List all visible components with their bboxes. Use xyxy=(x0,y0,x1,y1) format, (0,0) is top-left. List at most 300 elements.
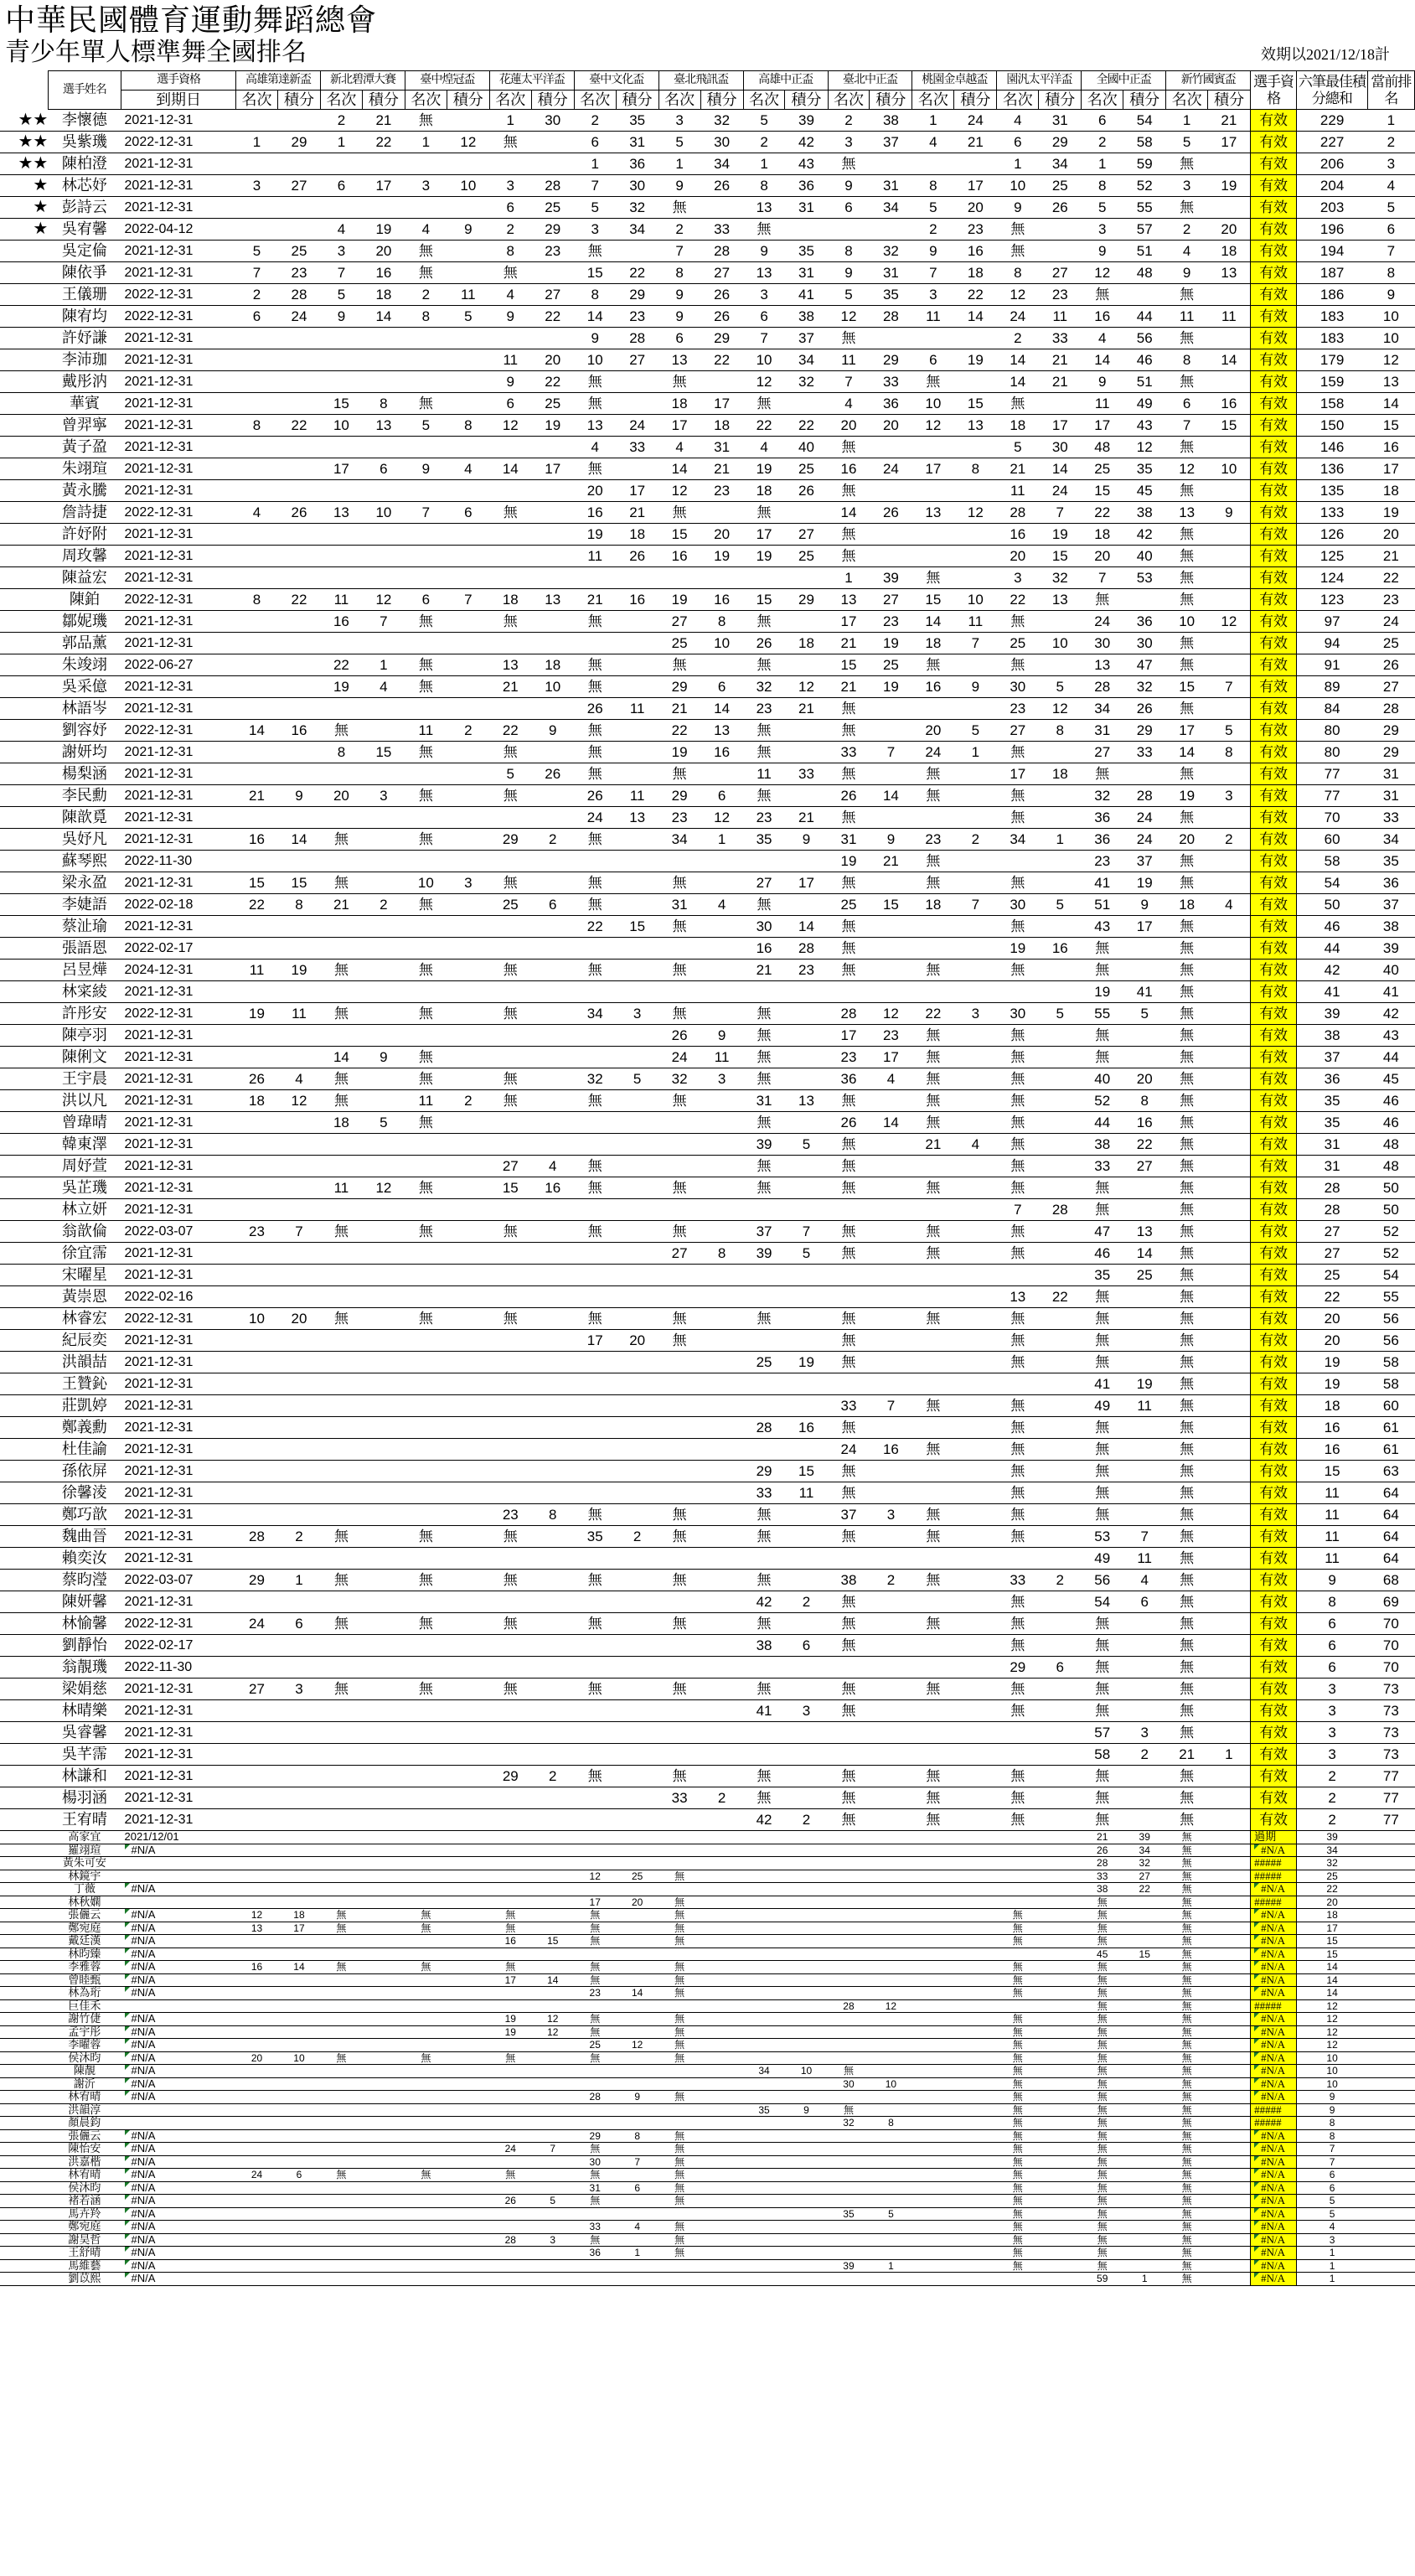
table-row xyxy=(0,1439,1415,1461)
competition-points xyxy=(870,872,912,894)
qualification-expiry: #N/A xyxy=(121,1844,236,1857)
competition-points: 8 xyxy=(1039,720,1082,742)
current-rank xyxy=(1367,1883,1414,1896)
competition-place: 無 xyxy=(997,2207,1039,2221)
eligibility-badge: 有效 xyxy=(1251,1700,1297,1722)
current-rank: 6 xyxy=(1367,219,1414,241)
table-row xyxy=(0,1744,1415,1766)
current-rank: 64 xyxy=(1367,1526,1414,1548)
star-icon xyxy=(0,1482,48,1504)
qualification-expiry: 2021-12-31 xyxy=(121,371,236,393)
competition-place: 29 xyxy=(489,829,531,851)
competition-points xyxy=(954,1439,997,1461)
competition-points xyxy=(447,110,489,132)
competition-points: 12 xyxy=(870,1003,912,1025)
competition-points: 14 xyxy=(954,306,997,328)
competition-points xyxy=(531,1744,574,1766)
player-name: 張語恩 xyxy=(48,938,121,960)
competition-points xyxy=(870,1461,912,1482)
competition-place xyxy=(405,197,447,219)
competition-place xyxy=(912,1722,954,1744)
competition-place: 無 xyxy=(489,262,531,284)
competition-points xyxy=(531,2039,574,2052)
eligibility-badge: 有效 xyxy=(1251,1439,1297,1461)
competition-place xyxy=(743,1330,785,1352)
competition-place xyxy=(405,2195,447,2208)
competition-place: 無 xyxy=(828,153,870,175)
current-rank: 61 xyxy=(1367,1417,1414,1439)
competition-points xyxy=(700,1896,743,1909)
current-rank: 28 xyxy=(1367,698,1414,720)
competition-points xyxy=(700,2091,743,2104)
competition-place: 15 xyxy=(489,1177,531,1199)
competition-points xyxy=(1208,1883,1251,1896)
competition-points xyxy=(954,2195,997,2208)
qualification-expiry: 2021-12-31 xyxy=(121,1330,236,1352)
points-sum: 89 xyxy=(1296,676,1367,698)
competition-place: 無 xyxy=(574,2051,616,2065)
star-icon xyxy=(0,589,48,611)
competition-place: 無 xyxy=(1166,1570,1208,1591)
competition-points xyxy=(954,1090,997,1112)
eligibility-badge: 有效 xyxy=(1251,1591,1297,1613)
competition-points: 20 xyxy=(531,349,574,371)
competition-place: 無 xyxy=(1082,1657,1123,1679)
competition-points xyxy=(616,1025,658,1047)
competition-points xyxy=(700,1635,743,1657)
player-name: 楊梨涵 xyxy=(48,763,121,785)
competition-points xyxy=(1039,1857,1082,1870)
competition-place: 無 xyxy=(1166,1461,1208,1482)
competition-points xyxy=(785,2013,828,2026)
competition-place xyxy=(405,2103,447,2117)
player-name: 吳妤凡 xyxy=(48,829,121,851)
competition-place: 43 xyxy=(1082,916,1123,938)
competition-place: 無 xyxy=(405,1112,447,1134)
competition-points: 21 xyxy=(616,502,658,524)
competition-points xyxy=(1039,1635,1082,1657)
competition-place xyxy=(321,1417,363,1439)
player-name: 曾瑋晴 xyxy=(48,1112,121,1134)
competition-points: 16 xyxy=(277,720,320,742)
competition-place xyxy=(405,1156,447,1177)
competition-place xyxy=(405,1744,447,1766)
eligibility-badge: 有效 xyxy=(1251,1417,1297,1439)
competition-place xyxy=(321,2259,363,2273)
header-competition: 園汎太平洋盃 xyxy=(997,71,1082,91)
eligibility-badge: 有效 xyxy=(1251,1286,1297,1308)
competition-points xyxy=(447,1987,489,2000)
competition-points: 21 xyxy=(700,458,743,480)
competition-place xyxy=(321,2195,363,2208)
current-rank: 21 xyxy=(1367,546,1414,567)
competition-points xyxy=(700,567,743,589)
competition-points xyxy=(954,1896,997,1909)
competition-points xyxy=(1039,807,1082,829)
competition-points xyxy=(700,1439,743,1461)
competition-points xyxy=(447,1613,489,1635)
competition-place: 無 xyxy=(912,1679,954,1700)
competition-points xyxy=(277,2181,320,2195)
points-sum: 159 xyxy=(1296,371,1367,393)
qualification-expiry: 2022-02-16 xyxy=(121,1286,236,1308)
competition-points xyxy=(785,2091,828,2104)
competition-points xyxy=(447,262,489,284)
competition-place: 無 xyxy=(828,1177,870,1199)
eligibility-badge: 有效 xyxy=(1251,1330,1297,1352)
qualification-expiry: 2021-12-31 xyxy=(121,175,236,197)
competition-points xyxy=(277,1373,320,1395)
competition-points: 41 xyxy=(1123,981,1166,1003)
competition-points xyxy=(277,1439,320,1461)
eligibility-badge: 有效 xyxy=(1251,262,1297,284)
competition-place: 無 xyxy=(1166,2207,1208,2221)
competition-points xyxy=(700,2155,743,2169)
competition-place: 無 xyxy=(1082,2103,1123,2117)
eligibility-status: #N/A xyxy=(1251,1922,1297,1935)
competition-place: 8 xyxy=(912,175,954,197)
star-icon xyxy=(0,306,48,328)
points-sum: 11 xyxy=(1296,1548,1367,1570)
competition-points xyxy=(1039,2273,1082,2286)
competition-place xyxy=(574,1948,616,1961)
competition-points xyxy=(1208,2247,1251,2260)
current-rank: 25 xyxy=(1367,633,1414,654)
row-spacer xyxy=(0,2181,48,2195)
competition-points xyxy=(785,2169,828,2182)
competition-points xyxy=(531,1961,574,1974)
competition-points: 15 xyxy=(277,872,320,894)
qualification-expiry xyxy=(121,2117,236,2130)
points-sum: 146 xyxy=(1296,437,1367,458)
competition-place: 無 xyxy=(1082,1961,1123,1974)
competition-points xyxy=(362,437,405,458)
competition-points xyxy=(362,1973,405,1987)
competition-points xyxy=(362,1395,405,1417)
qualification-expiry: 2021-12-31 xyxy=(121,153,236,175)
competition-place: 16 xyxy=(828,458,870,480)
competition-place: 無 xyxy=(997,1417,1039,1439)
competition-points xyxy=(1039,1177,1082,1199)
table-row xyxy=(0,1999,1415,2013)
competition-place: 無 xyxy=(658,1308,700,1330)
competition-place xyxy=(236,1987,278,2000)
competition-points xyxy=(277,2025,320,2039)
competition-points xyxy=(277,1844,320,1857)
competition-points: 34 xyxy=(616,219,658,241)
competition-place: 無 xyxy=(1166,1883,1208,1896)
competition-points xyxy=(616,1857,658,1870)
competition-points: 29 xyxy=(870,349,912,371)
competition-place: 12 xyxy=(236,1909,278,1922)
eligibility-badge: 有效 xyxy=(1251,872,1297,894)
competition-points xyxy=(362,960,405,981)
competition-points xyxy=(447,1973,489,1987)
competition-points xyxy=(1208,1417,1251,1439)
qualification-expiry: 2022-11-30 xyxy=(121,851,236,872)
competition-points xyxy=(447,524,489,546)
competition-points xyxy=(447,1439,489,1461)
competition-place: 無 xyxy=(1166,2247,1208,2260)
qualification-expiry: 2021-12-31 xyxy=(121,1482,236,1504)
competition-points: 12 xyxy=(870,1999,912,2013)
competition-place xyxy=(236,1809,278,1831)
competition-points xyxy=(362,546,405,567)
competition-points xyxy=(1123,1700,1166,1722)
points-sum: 1 xyxy=(1296,2273,1367,2286)
competition-place xyxy=(321,1504,363,1526)
competition-place xyxy=(405,1896,447,1909)
competition-place xyxy=(236,219,278,241)
competition-points: 43 xyxy=(1123,415,1166,437)
competition-place: 無 xyxy=(743,1613,785,1635)
competition-points xyxy=(447,1395,489,1417)
competition-points xyxy=(1123,589,1166,611)
competition-points xyxy=(785,1657,828,1679)
table-row xyxy=(0,1591,1415,1613)
competition-points xyxy=(362,197,405,219)
competition-points xyxy=(954,960,997,981)
competition-place xyxy=(997,1870,1039,1883)
competition-place: 無 xyxy=(1166,2221,1208,2234)
competition-points xyxy=(277,458,320,480)
competition-points xyxy=(362,1766,405,1787)
competition-place xyxy=(912,2207,954,2221)
competition-points xyxy=(954,1935,997,1948)
competition-points xyxy=(362,1613,405,1635)
player-name: 劉靜怡 xyxy=(48,1635,121,1657)
competition-place xyxy=(912,2077,954,2091)
row-spacer xyxy=(0,2077,48,2091)
header-points: 積分 xyxy=(531,91,574,110)
competition-points: 4 xyxy=(870,1068,912,1090)
competition-points xyxy=(870,1635,912,1657)
qualification-expiry: 2021-12-31 xyxy=(121,1134,236,1156)
row-spacer xyxy=(0,2169,48,2182)
competition-points xyxy=(531,938,574,960)
competition-points xyxy=(785,1909,828,1922)
qualification-expiry: 2022-11-30 xyxy=(121,1657,236,1679)
competition-place xyxy=(912,1548,954,1570)
competition-place: 28 xyxy=(489,2233,531,2247)
competition-points xyxy=(700,2103,743,2117)
competition-points xyxy=(531,742,574,763)
row-spacer xyxy=(0,2247,48,2260)
competition-points: 15 xyxy=(1123,1948,1166,1961)
player-name: 林鏡宇 xyxy=(48,1870,121,1883)
star-icon xyxy=(0,1373,48,1395)
competition-points xyxy=(616,763,658,785)
competition-points xyxy=(531,1883,574,1896)
competition-points xyxy=(362,1243,405,1265)
competition-points: 5 xyxy=(1039,676,1082,698)
competition-place: 無 xyxy=(997,916,1039,938)
competition-points: 28 xyxy=(700,241,743,262)
competition-place: 無 xyxy=(1082,1199,1123,1221)
current-rank xyxy=(1367,2247,1414,2260)
competition-points xyxy=(447,785,489,807)
competition-place xyxy=(321,2129,363,2143)
competition-place: 無 xyxy=(1166,1999,1208,2013)
competition-place: 無 xyxy=(997,872,1039,894)
competition-place: 32 xyxy=(828,2117,870,2130)
competition-place xyxy=(828,981,870,1003)
competition-place: 6 xyxy=(658,328,700,349)
competition-place: 無 xyxy=(743,611,785,633)
competition-place: 51 xyxy=(1082,894,1123,916)
competition-points: 20 xyxy=(1123,1068,1166,1090)
competition-place: 無 xyxy=(1082,2155,1123,2169)
competition-place xyxy=(743,1961,785,1974)
competition-place xyxy=(743,1265,785,1286)
competition-points xyxy=(362,1439,405,1461)
star-icon xyxy=(0,480,48,502)
competition-points xyxy=(785,851,828,872)
competition-points xyxy=(700,1809,743,1831)
competition-place: 11 xyxy=(321,1177,363,1199)
competition-place: 無 xyxy=(574,1613,616,1635)
competition-place: 無 xyxy=(828,1809,870,1831)
competition-points: 5 xyxy=(785,1134,828,1156)
competition-place xyxy=(405,1935,447,1948)
competition-points xyxy=(447,894,489,916)
competition-place: 33 xyxy=(997,1570,1039,1591)
competition-points xyxy=(1039,1330,1082,1352)
competition-place xyxy=(236,1112,278,1134)
competition-place xyxy=(236,2013,278,2026)
competition-place: 無 xyxy=(1082,2143,1123,2156)
header-place: 名次 xyxy=(489,91,531,110)
competition-points: 26 xyxy=(616,546,658,567)
player-name: 林宥晴 xyxy=(48,2169,121,2182)
competition-points xyxy=(700,1504,743,1526)
competition-place xyxy=(405,633,447,654)
competition-points xyxy=(870,1526,912,1548)
competition-points xyxy=(531,916,574,938)
competition-place xyxy=(236,1896,278,1909)
competition-points xyxy=(362,1570,405,1591)
table-row xyxy=(0,1526,1415,1548)
competition-place: 7 xyxy=(321,262,363,284)
competition-points xyxy=(447,1999,489,2013)
competition-place: 無 xyxy=(828,1766,870,1787)
competition-place: 無 xyxy=(997,2117,1039,2130)
competition-points xyxy=(447,437,489,458)
competition-points xyxy=(362,807,405,829)
competition-points xyxy=(1123,1657,1166,1679)
player-name: 鄭宛庭 xyxy=(48,2221,121,2234)
competition-place: 無 xyxy=(1082,589,1123,611)
competition-points xyxy=(954,1243,997,1265)
competition-place: 30 xyxy=(1082,633,1123,654)
competition-place: 35 xyxy=(743,829,785,851)
competition-points xyxy=(1123,1504,1166,1526)
competition-place: 無 xyxy=(574,1221,616,1243)
competition-points xyxy=(700,1700,743,1722)
competition-place: 31 xyxy=(1082,720,1123,742)
competition-place: 無 xyxy=(997,1134,1039,1156)
competition-place: 無 xyxy=(1166,1177,1208,1199)
competition-points xyxy=(785,1896,828,1909)
competition-points: 39 xyxy=(785,110,828,132)
competition-place: 7 xyxy=(405,502,447,524)
competition-place xyxy=(828,1896,870,1909)
competition-points xyxy=(1208,153,1251,175)
competition-place: 無 xyxy=(997,1679,1039,1700)
competition-points xyxy=(1208,1025,1251,1047)
competition-points xyxy=(447,1548,489,1570)
competition-place xyxy=(489,1352,531,1373)
competition-place: 20 xyxy=(828,415,870,437)
competition-place: 無 xyxy=(405,611,447,633)
competition-place: 無 xyxy=(997,1909,1039,1922)
header-points: 積分 xyxy=(700,91,743,110)
competition-place xyxy=(405,1700,447,1722)
current-rank: 39 xyxy=(1367,938,1414,960)
competition-points: 37 xyxy=(785,328,828,349)
eligibility-status: #N/A xyxy=(1251,2065,1297,2078)
competition-points xyxy=(362,2129,405,2143)
competition-place: 無 xyxy=(1166,524,1208,546)
competition-place xyxy=(828,1265,870,1286)
player-name: 林芯妤 xyxy=(48,175,121,197)
competition-points xyxy=(870,1831,912,1844)
points-sum: 8 xyxy=(1296,2117,1367,2130)
competition-points xyxy=(1123,284,1166,306)
competition-place: 無 xyxy=(321,1679,363,1700)
competition-place xyxy=(489,1870,531,1883)
qualification-expiry: 2021-12-31 xyxy=(121,415,236,437)
competition-place xyxy=(321,851,363,872)
competition-points xyxy=(277,1987,320,2000)
competition-place: 17 xyxy=(997,763,1039,785)
competition-place: 13 xyxy=(997,1286,1039,1308)
competition-place xyxy=(321,2273,363,2286)
competition-points: 2 xyxy=(531,1766,574,1787)
qualification-expiry: 2021-12-31 xyxy=(121,1265,236,1286)
competition-points xyxy=(954,2025,997,2039)
competition-place: 無 xyxy=(489,1961,531,1974)
competition-points: 9 xyxy=(616,2091,658,2104)
points-sum: 15 xyxy=(1296,1935,1367,1948)
competition-place xyxy=(658,851,700,872)
qualification-expiry: 2021-12-31 xyxy=(121,1373,236,1395)
competition-place: 無 xyxy=(1166,1766,1208,1787)
competition-place: 3 xyxy=(997,567,1039,589)
competition-points xyxy=(362,1961,405,1974)
competition-points: 23 xyxy=(954,219,997,241)
competition-place: 23 xyxy=(574,1987,616,2000)
eligibility-badge: 有效 xyxy=(1251,763,1297,785)
competition-place: 7 xyxy=(743,328,785,349)
competition-place: 無 xyxy=(658,197,700,219)
competition-place xyxy=(236,2181,278,2195)
competition-points: 13 xyxy=(785,1090,828,1112)
competition-place xyxy=(997,2273,1039,2286)
competition-place: 3 xyxy=(574,219,616,241)
competition-points xyxy=(700,938,743,960)
player-name: 朱翊瑄 xyxy=(48,458,121,480)
competition-place xyxy=(405,1883,447,1896)
table-row xyxy=(0,1112,1415,1134)
table-row xyxy=(0,698,1415,720)
eligibility-status: #N/A xyxy=(1251,2051,1297,2065)
player-name: 鄒妮璣 xyxy=(48,611,121,633)
header-points: 積分 xyxy=(785,91,828,110)
player-name: 馬維藝 xyxy=(48,2259,121,2273)
competition-place: 5 xyxy=(1166,132,1208,153)
star-icon xyxy=(0,676,48,698)
